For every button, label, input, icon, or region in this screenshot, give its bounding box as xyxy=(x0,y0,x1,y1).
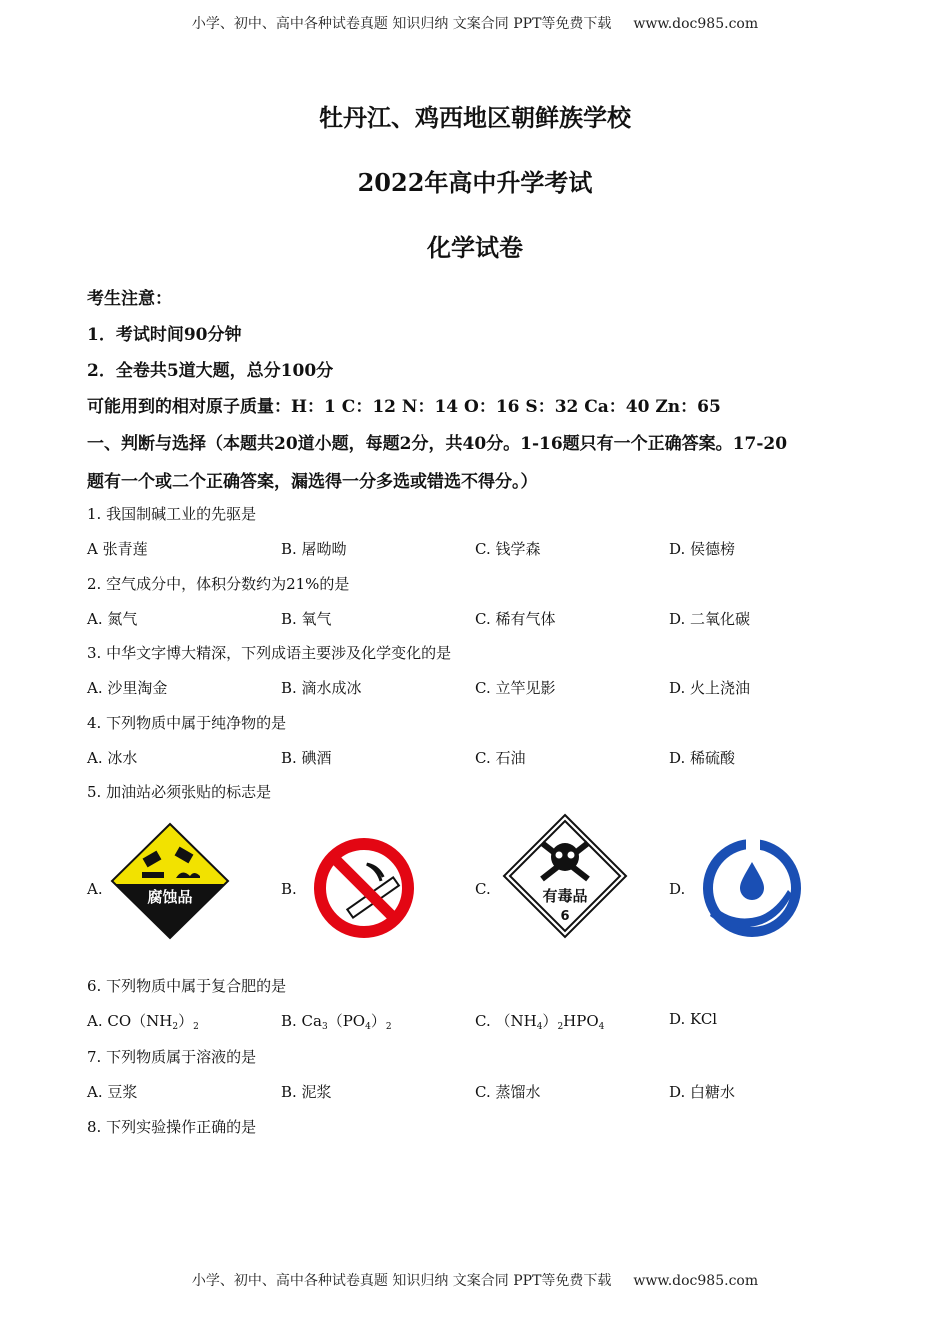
corrosive-label: 腐蚀品 xyxy=(147,888,193,906)
formula-text: ） xyxy=(370,1012,386,1030)
formula-text: ） xyxy=(542,1012,558,1030)
q1-option-b: B. 屠呦呦 xyxy=(281,540,347,558)
q1-option-d: D. 侯德榜 xyxy=(669,540,736,558)
section1-heading-2: 题有一个或二个正确答案，漏选得一分多选或错选不得分。） xyxy=(87,472,538,492)
q7-option-d: D. 白糖水 xyxy=(669,1083,736,1101)
q5-option-c: C. xyxy=(475,880,491,898)
q2-option-d: D. 二氧化碳 xyxy=(669,610,751,628)
question-6: 6. 下列物质中属于复合肥的是 xyxy=(87,977,287,995)
formula-text: （PO xyxy=(327,1012,366,1030)
q1-option-c: C. 钱学森 xyxy=(475,540,541,558)
question-8: 8. 下列实验操作正确的是 xyxy=(87,1118,257,1136)
q3-option-b: B. 滴水成冰 xyxy=(281,679,362,697)
q3-option-d: D. 火上浇油 xyxy=(669,679,751,697)
formula-text: B. Ca xyxy=(281,1012,322,1030)
no-smoking-sign-icon xyxy=(312,836,416,940)
q2-option-b: B. 氧气 xyxy=(281,610,332,628)
formula-subscript: 2 xyxy=(557,1022,564,1032)
q7-option-a: A. 豆浆 xyxy=(87,1083,138,1101)
q5-option-d: D. xyxy=(669,880,686,898)
q6-option-b xyxy=(281,1010,392,1032)
q5-option-a: A. xyxy=(87,880,103,898)
formula-subscript: 3 xyxy=(321,1022,328,1032)
q4-option-d: D. 稀硫酸 xyxy=(669,749,736,767)
formula-text: ） xyxy=(178,1012,194,1030)
q4-option-a: A. 冰水 xyxy=(87,749,138,767)
title-subject: 化学试卷 xyxy=(427,233,523,262)
formula-text: A. CO（NH xyxy=(87,1012,173,1030)
q1-option-a: A 张青莲 xyxy=(87,540,148,558)
atomic-mass-line: 可能用到的相对原子质量：H：1 C：12 N：14 O：16 S：32 Ca：40 Zn：65 xyxy=(87,397,721,417)
note-2: 2．全卷共5道大题，总分100分 xyxy=(87,361,334,381)
q2-option-c: C. 稀有气体 xyxy=(475,610,556,628)
question-2: 2. 空气成分中，体积分数约为21%的是 xyxy=(87,575,350,593)
header-text: 小学、初中、高中各种试卷真题 知识归纳 文案合同 PPT等免费下载 xyxy=(191,16,612,32)
ring-gap xyxy=(746,836,760,850)
formula-text: HPO xyxy=(563,1012,599,1030)
q6-option-c xyxy=(475,1010,604,1032)
formula-subscript: 4 xyxy=(365,1022,371,1032)
page-footer xyxy=(0,1270,950,1290)
footer-text: 小学、初中、高中各种试卷真题 知识归纳 文案合同 PPT等免费下载 xyxy=(191,1273,612,1289)
q6-option-d: D. KCl xyxy=(669,1010,718,1028)
q7-option-c: C. 蒸馏水 xyxy=(475,1083,541,1101)
page-header xyxy=(0,13,950,33)
toxic-label: 有毒品 xyxy=(542,887,588,905)
corrosive-sign-icon xyxy=(110,822,230,940)
question-7: 7. 下列物质属于溶液的是 xyxy=(87,1048,257,1066)
notes-heading: 考生注意： xyxy=(87,289,172,309)
q3-option-a: A. 沙里淘金 xyxy=(87,679,168,697)
title-exam: 2022年高中升学考试 xyxy=(357,168,593,197)
water-saving-sign-icon xyxy=(700,836,804,940)
q4-option-b: B. 碘酒 xyxy=(281,749,332,767)
q4-option-c: C. 石油 xyxy=(475,749,526,767)
formula-subscript: 2 xyxy=(193,1022,199,1032)
skull-eye-left xyxy=(556,852,563,859)
formula-subscript: 4 xyxy=(598,1022,605,1032)
corroded-surface xyxy=(142,872,164,878)
title-school: 牡丹江、鸡西地区朝鲜族学校 xyxy=(319,103,631,132)
header-site: www.doc985.com xyxy=(633,16,759,32)
q2-option-a: A. 氮气 xyxy=(87,610,138,628)
note-1: 1．考试时间90分钟 xyxy=(87,325,242,345)
toxic-sign-icon xyxy=(502,813,628,939)
formula-subscript: 4 xyxy=(536,1022,543,1032)
footer-site: www.doc985.com xyxy=(633,1273,759,1289)
q5-option-b: B. xyxy=(281,880,297,898)
formula-subscript: 2 xyxy=(385,1022,392,1032)
question-5: 5. 加油站必须张贴的标志是 xyxy=(87,783,272,801)
formula-text: C. （NH xyxy=(475,1012,537,1030)
toxic-class-label: 6 xyxy=(560,909,570,924)
formula-subscript: 2 xyxy=(172,1022,179,1032)
q6-option-a xyxy=(87,1010,199,1032)
skull-icon xyxy=(551,843,579,871)
q3-option-c: C. 立竿见影 xyxy=(475,679,556,697)
skull-eye-right xyxy=(568,852,575,859)
question-3: 3. 中华文字博大精深，下列成语主要涉及化学变化的是 xyxy=(87,644,452,662)
question-4: 4. 下列物质中属于纯净物的是 xyxy=(87,714,287,732)
question-1: 1. 我国制碱工业的先驱是 xyxy=(87,505,257,523)
q7-option-b: B. 泥浆 xyxy=(281,1083,332,1101)
section1-heading-1: 一、判断与选择（本题共20道小题，每题2分，共40分。1-16题只有一个正确答案。17-20 xyxy=(87,434,788,454)
